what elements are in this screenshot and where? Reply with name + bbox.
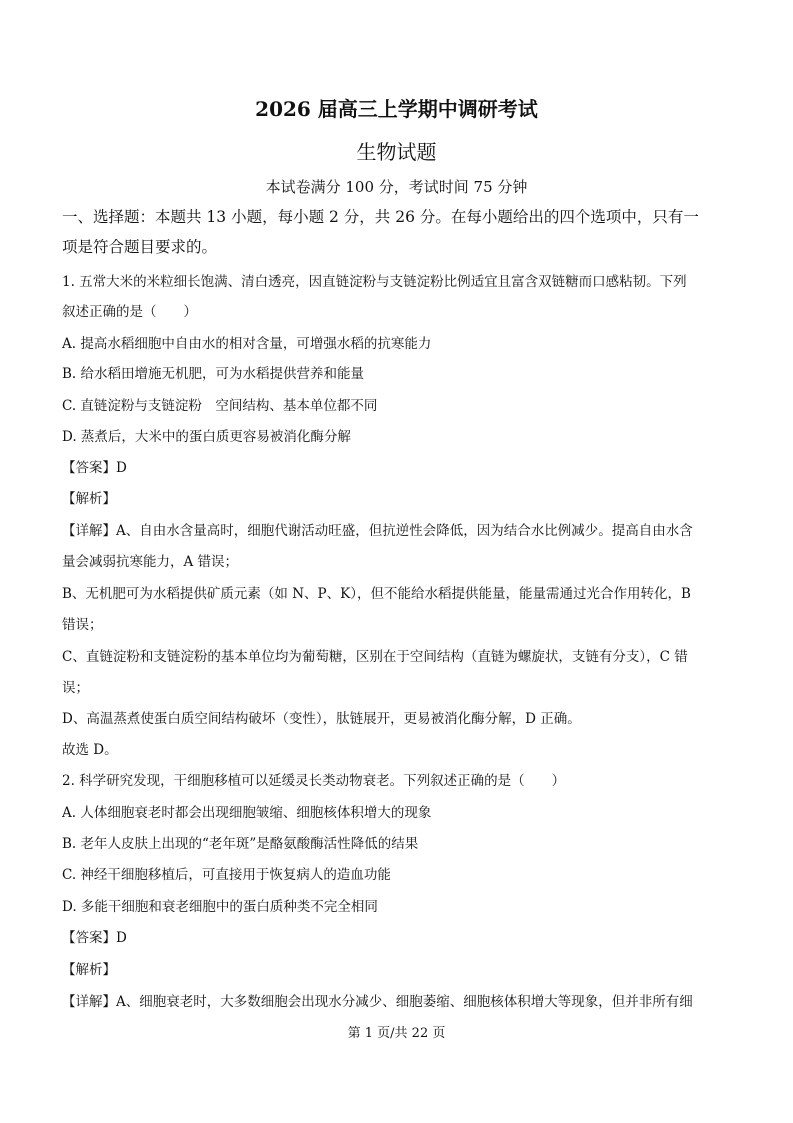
q1-stem-line2: 叙述正确的是（ ）: [62, 304, 197, 320]
q2-answer: 【答案】D: [62, 930, 127, 946]
q1-option-c: C. 直链淀粉与支链淀粉 空间结构、基本单位都不同: [62, 398, 378, 414]
q1-detail-line6: 误；: [62, 680, 89, 696]
q1-detail-line1: 【详解】A、自由水含量高时，细胞代谢活动旺盛，但抗逆性会降低，因为结合水比例减少。提高自由水含: [62, 523, 693, 539]
q1-option-b: B. 给水稻田增施无机肥，可为水稻提供营养和能量: [62, 366, 365, 382]
q1-option-a: A. 提高水稻细胞中自由水的相对含量，可增强水稻的抗寒能力: [62, 336, 432, 352]
q1-option-d: D. 蒸煮后，大米中的蛋白质更容易被消化酶分解: [62, 429, 351, 445]
section-heading-line1: 一、选择题：本题共 13 小题，每小题 2 分，共 26 分。在每小题给出的四个选项中，只有一: [62, 208, 699, 226]
q1-detail-line5: C、直链淀粉和支链淀粉的基本单位均为葡萄糖，区别在于空间结构（直链为螺旋状，支链有分支），C 错: [62, 649, 688, 665]
q1-detail-line4: 错误；: [62, 617, 103, 633]
page-number: 第 1 页/共 22 页: [347, 1026, 446, 1041]
q2-analysis-label: 【解析】: [62, 962, 116, 978]
exam-info: 本试卷满分 100 分，考试时间 75 分钟: [265, 178, 528, 196]
q1-stem-line1: 1. 五常大米的米粒细长饱满、清白透亮，因直链淀粉与支链淀粉比例适宜且富含双链糖而口感粘韧。下列: [62, 274, 687, 290]
q2-option-b: B. 老年人皮肤上出现的“老年斑”是酪氨酸酶活性降低的结果: [62, 836, 419, 852]
q1-conclusion: 故选 D。: [62, 742, 118, 758]
q1-answer: 【答案】D: [62, 460, 127, 476]
q2-option-c: C. 神经干细胞移植后，可直接用于恢复病人的造血功能: [62, 867, 391, 883]
q1-detail-line2: 量会减弱抗寒能力，A 错误；: [62, 554, 239, 570]
section-heading-line2: 项是符合题目要求的。: [62, 238, 218, 256]
q2-option-a: A. 人体细胞衰老时都会出现细胞皱缩、细胞核体积增大的现象: [62, 805, 432, 821]
subject-title: 生物试题: [356, 140, 437, 164]
q2-option-d: D. 多能干细胞和衰老细胞中的蛋白质种类不完全相同: [62, 899, 378, 915]
exam-title: 2026 届高三上学期中调研考试: [255, 97, 538, 121]
q2-detail-line1: 【详解】A、细胞衰老时，大多数细胞会出现水分减少、细胞萎缩、细胞核体积增大等现象，但并非所有细: [62, 994, 693, 1010]
q1-detail-line3: B、无机肥可为水稻提供矿质元素（如 N、P、K），但不能给水稻提供能量，能量需通过光合作用转化，B: [62, 586, 691, 602]
q2-stem-line1: 2. 科学研究发现，干细胞移植可以延缓灵长类动物衰老。下列叙述正确的是（ ）: [62, 773, 566, 789]
q1-analysis-label: 【解析】: [62, 491, 116, 507]
q1-detail-line7: D、高温蒸煮使蛋白质空间结构破坏（变性），肽链展开，更易被消化酶分解，D 正确。: [62, 711, 581, 727]
